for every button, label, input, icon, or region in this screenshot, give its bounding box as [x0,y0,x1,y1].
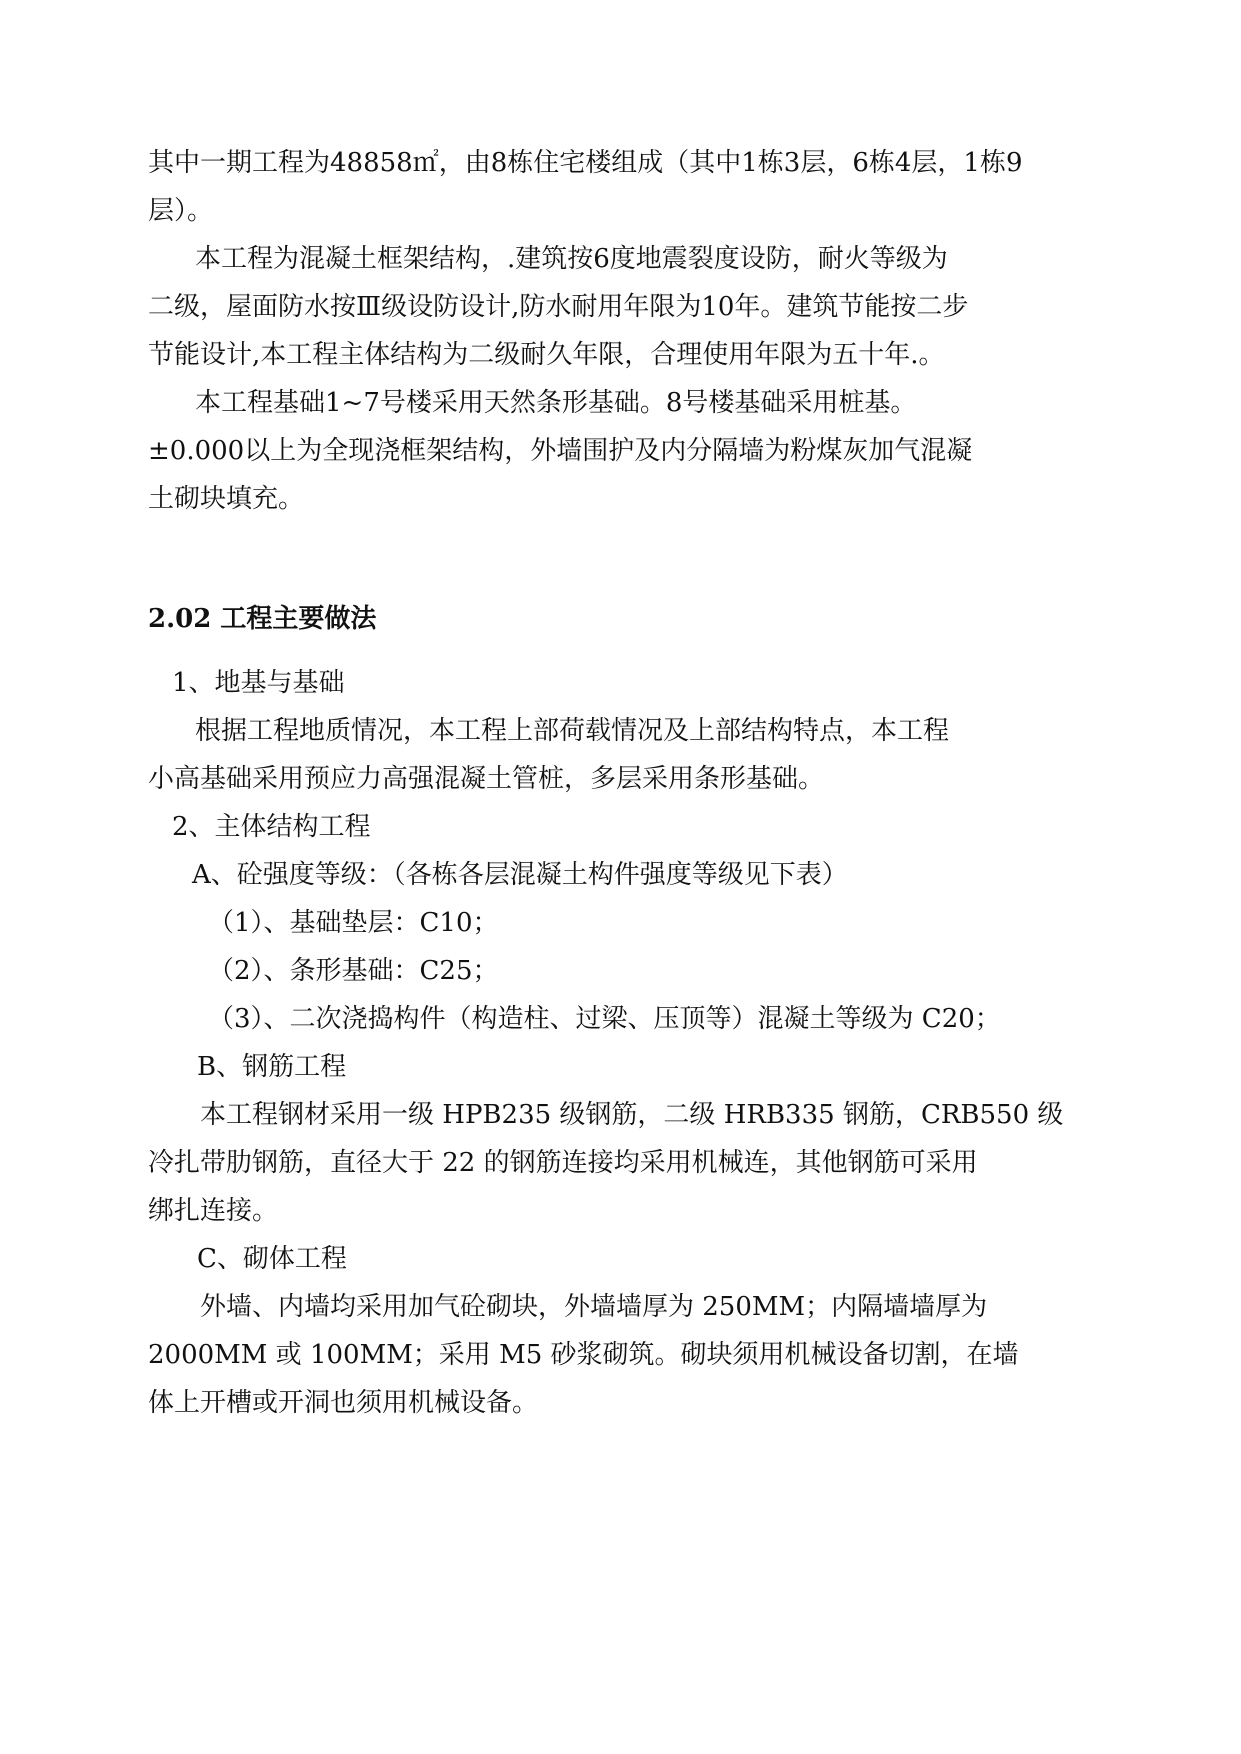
masonry-title: C、砌体工程 [197,1244,347,1274]
overview-para2-line3: 节能设计,本工程主体结构为二级耐久年限，合理使用年限为五十年.。 [148,340,945,370]
concrete-item-2: （2）、条形基础：C25； [208,956,499,986]
foundation-title: 1、地基与基础 [172,668,345,698]
overview-para3-line2: ±0.000以上为全现浇框架结构，外墙围护及内分隔墙为粉煤灰加气混凝 [148,436,973,466]
section-heading: 2.02 工程主要做法 [148,604,377,634]
overview-para3-line1: 本工程基础1~7号楼采用天然条形基础。8号楼基础采用桩基。 [195,388,917,418]
overview-para1-line1: 其中一期工程为48858㎡，由8栋住宅楼组成（其中1栋3层，6栋4层，1栋9 [148,148,1023,178]
masonry-line3: 体上开槽或开洞也须用机械设备。 [148,1388,539,1418]
concrete-item-3: （3）、二次浇捣构件（构造柱、过梁、压顶等）混凝土等级为 C20； [208,1004,1001,1034]
masonry-line1: 外墙、内墙均采用加气砼砌块，外墙墙厚为 250MM；内隔墙墙厚为 [200,1292,988,1322]
concrete-item-1: （1）、基础垫层：C10； [208,908,499,938]
overview-para1-line2: 层）。 [148,196,214,226]
rebar-line1: 本工程钢材采用一级 HPB235 级钢筋，二级 HRB335 钢筋，CRB550 级 [200,1100,1064,1130]
rebar-title: B、钢筋工程 [197,1052,347,1082]
rebar-line2: 冷扎带肋钢筋，直径大于 22 的钢筋连接均采用机械连，其他钢筋可采用 [148,1148,978,1178]
overview-para3-line3: 土砌块填充。 [148,484,305,514]
foundation-line2: 小高基础采用预应力高强混凝土管桩，多层采用条形基础。 [148,764,825,794]
rebar-line3: 绑扎连接。 [148,1196,279,1226]
structure-title: 2、主体结构工程 [172,812,371,842]
masonry-line2: 2000MM 或 100MM；采用 M5 砂浆砌筑。砌块须用机械设备切割，在墙 [148,1340,1019,1370]
concrete-grade-title: A、砼强度等级：（各栋各层混凝土构件强度等级见下表） [192,860,848,890]
foundation-line1: 根据工程地质情况，本工程上部荷载情况及上部结构特点，本工程 [195,716,950,746]
overview-para2-line1: 本工程为混凝土框架结构，.建筑按6度地震裂度设防，耐火等级为 [195,244,948,274]
overview-para2-line2: 二级，屋面防水按Ⅲ级设防设计,防水耐用年限为10年。建筑节能按二步 [148,292,969,322]
